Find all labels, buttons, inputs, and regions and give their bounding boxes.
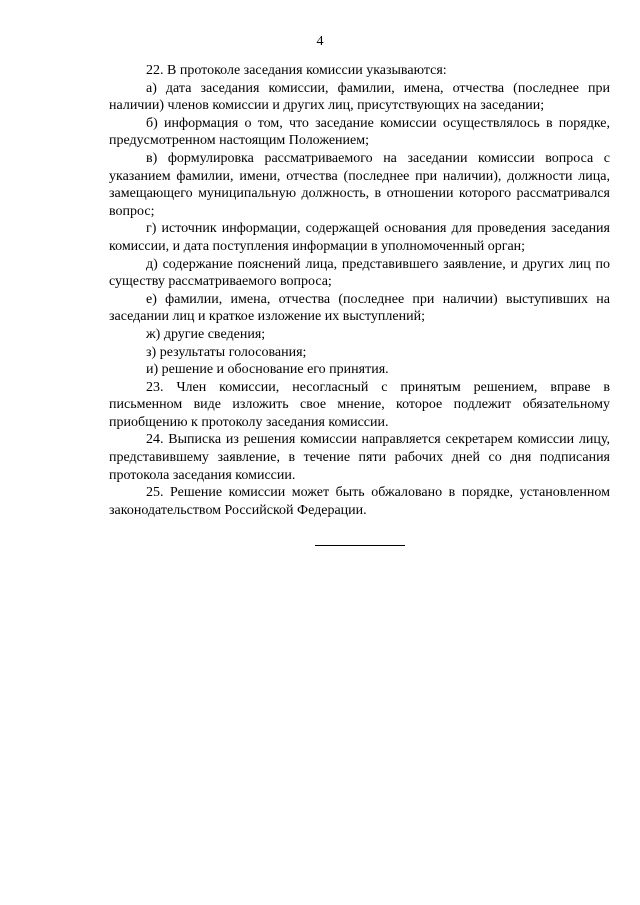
paragraph-22-item-zh: ж) другие сведения; [146,326,266,342]
paragraph-22-heading: 22. В протоколе заседания комиссии указываются: [146,63,447,78]
paragraph-22-item-g: г) источник информации, содержащей основания для проведения заседания комиссии, и дата поступления информации в уполномоченный орган; [109,221,610,254]
paragraph-24: 24. Выписка из решения комиссии направляется секретарем комиссии лицу, представившему заявление, в течение пяти рабочих дней со дня подписания протокола заседания комиссии. [109,432,610,483]
paragraph-22-item-d: д) содержание пояснений лица, представившего заявление, и других лиц по существу рассматриваемого вопроса; [109,256,610,290]
paragraph-22-item-a: а) дата заседания комиссии, фамилии, имена, отчества (последнее при наличии) членов комиссии и других лиц, присутствующих на заседании; [109,80,610,114]
paragraph-22-item-e: е) фамилии, имена, отчества (последнее при наличии) выступивших на заседании лиц и краткое изложение их выступлений; [109,291,610,325]
paragraph-22-item-i: и) решение и обоснование его принятия. [146,362,389,378]
paragraph-25: 25. Решение комиссии может быть обжаловано в порядке, установленном законодательством Российской Федерации. [109,485,610,518]
paragraph-22-item-v: в) формулировка рассматриваемого на заседании комиссии вопроса с указанием фамилии, имени, отчества (последнее при наличии), должности лица, замещающего муниципальную должность, в отношении которого рассматривался вопрос; [109,150,610,219]
paragraph-22-item-b: б) информация о том, что заседание комиссии осуществлялось в порядке, предусмотренном настоящим Положением; [109,115,610,149]
end-of-document-divider [315,545,405,546]
document-body [109,62,610,519]
paragraph-22-item-z: з) результаты голосования; [146,344,307,360]
paragraph-23: 23. Член комиссии, несогласный с принятым решением, вправе в письменном виде изложить свое мнение, которое подлежит обязательному приобщению к протоколу заседания комиссии. [109,379,610,430]
page-number: 4 [316,34,324,49]
